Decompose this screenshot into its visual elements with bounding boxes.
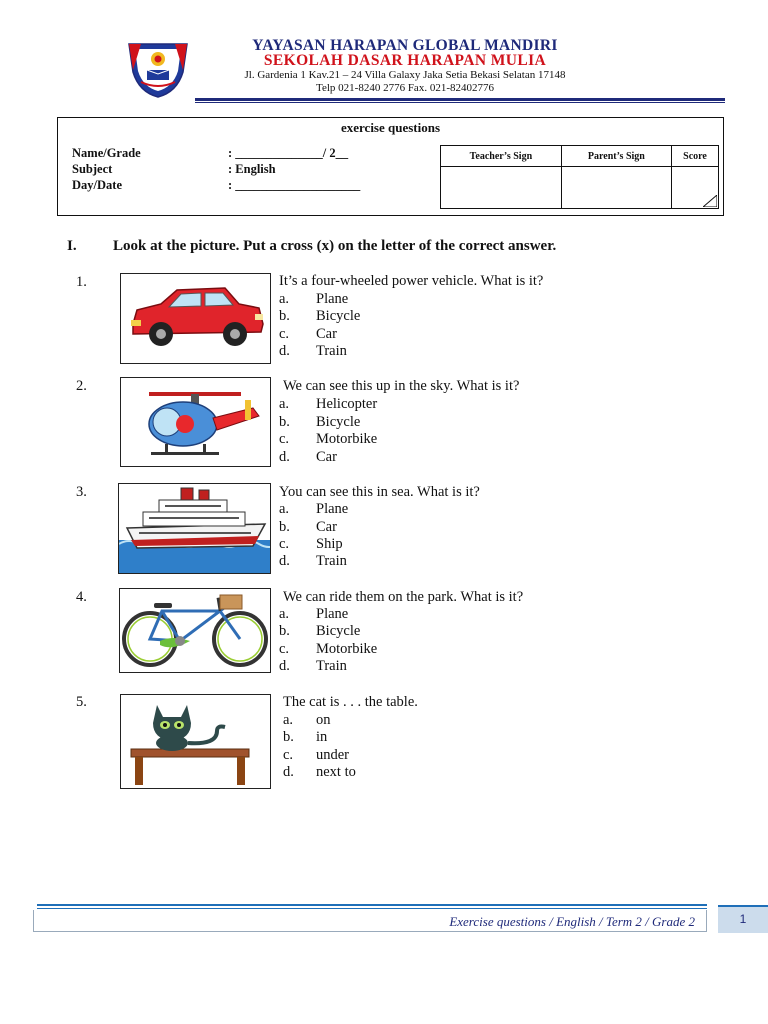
- subject-value: : English: [228, 162, 276, 176]
- helicopter-image: [120, 377, 271, 467]
- option-text: Helicopter: [316, 396, 378, 412]
- option-text: next to: [316, 764, 356, 780]
- question-number: 1.: [76, 274, 87, 290]
- option-letter[interactable]: b.: [279, 308, 290, 324]
- header-divider-thin: [195, 102, 725, 103]
- option-letter[interactable]: b.: [279, 414, 290, 430]
- name-grade-label: Name/Grade: [72, 146, 141, 160]
- day-date-field[interactable]: : ____________________: [228, 178, 361, 192]
- option-text: Car: [316, 519, 337, 535]
- car-image: [120, 273, 271, 364]
- option-letter[interactable]: d.: [279, 343, 290, 359]
- ship-image: [118, 483, 271, 574]
- foundation-name: YAYASAN HARAPAN GLOBAL MANDIRI: [252, 37, 558, 54]
- option-text: Car: [316, 449, 337, 465]
- question-text: It’s a four-wheeled power vehicle. What is it?: [279, 273, 544, 289]
- section-number: I.: [67, 238, 77, 254]
- school-address: Jl. Gardenia 1 Kav.21 – 24 Villa Galaxy Jaka Setia Bekasi Selatan 17148: [244, 69, 566, 81]
- option-letter[interactable]: b.: [279, 519, 290, 535]
- school-logo: [127, 40, 189, 98]
- option-letter[interactable]: d.: [279, 658, 290, 674]
- day-date-label: Day/Date: [72, 178, 122, 192]
- option-text: Train: [316, 553, 347, 569]
- option-letter[interactable]: c.: [279, 641, 290, 657]
- question-text: The cat is . . . the table.: [283, 694, 418, 710]
- option-letter[interactable]: c.: [279, 326, 290, 342]
- option-letter[interactable]: d.: [279, 449, 290, 465]
- page-number: 1: [718, 905, 768, 933]
- option-text: Plane: [316, 291, 349, 307]
- page-curl-icon: [703, 195, 717, 207]
- parent-sign-cell[interactable]: [561, 167, 671, 209]
- option-text: Bicycle: [316, 308, 361, 324]
- option-text: in: [316, 729, 328, 745]
- cat-on-table-image: [120, 694, 271, 789]
- bicycle-image: [119, 588, 271, 673]
- school-phone: Telp 021-8240 2776 Fax. 021-82402776: [316, 82, 494, 94]
- question-number: 5.: [76, 694, 87, 710]
- exercise-title: exercise questions: [340, 120, 441, 135]
- option-letter[interactable]: c.: [279, 536, 290, 552]
- footer-text: Exercise questions / English / Term 2 / Grade 2: [449, 914, 695, 929]
- option-text: Car: [316, 326, 337, 342]
- score-cell[interactable]: [672, 167, 719, 209]
- option-text: Motorbike: [316, 431, 378, 447]
- option-letter[interactable]: a.: [279, 606, 290, 622]
- school-name: SEKOLAH DASAR HARAPAN MULIA: [263, 52, 547, 69]
- parent-sign-header: Parent’s Sign: [561, 146, 671, 167]
- option-letter[interactable]: b.: [283, 729, 294, 745]
- question-number: 4.: [76, 589, 87, 605]
- question-text: We can ride them on the park. What is it?: [283, 589, 524, 605]
- footer-divider: [37, 904, 707, 906]
- name-grade-field[interactable]: : ______________/ 2__: [228, 146, 349, 160]
- question-number: 2.: [76, 378, 87, 394]
- question-number: 3.: [76, 484, 87, 500]
- section-instruction: Look at the picture. Put a cross (x) on the letter of the correct answer.: [113, 238, 557, 254]
- option-text: Train: [316, 343, 347, 359]
- option-letter[interactable]: a.: [279, 291, 290, 307]
- option-letter[interactable]: a.: [283, 712, 294, 728]
- score-header: Score: [672, 146, 719, 167]
- subject-label: Subject: [72, 162, 113, 176]
- option-text: on: [316, 712, 331, 728]
- option-letter[interactable]: d.: [283, 764, 294, 780]
- option-text: Motorbike: [316, 641, 378, 657]
- sign-table: [440, 145, 719, 209]
- option-text: under: [316, 747, 350, 763]
- option-text: Bicycle: [316, 623, 361, 639]
- option-letter[interactable]: b.: [279, 623, 290, 639]
- header-divider: [195, 98, 725, 101]
- question-text: You can see this in sea. What is it?: [279, 484, 480, 500]
- option-letter[interactable]: a.: [279, 501, 290, 517]
- option-letter[interactable]: d.: [279, 553, 290, 569]
- teacher-sign-header: Teacher’s Sign: [441, 146, 562, 167]
- option-text: Train: [316, 658, 347, 674]
- option-text: Plane: [316, 501, 349, 517]
- option-letter[interactable]: a.: [279, 396, 290, 412]
- option-text: Bicycle: [316, 414, 361, 430]
- option-letter[interactable]: c.: [279, 431, 290, 447]
- question-text: We can see this up in the sky. What is it?: [283, 378, 520, 394]
- footer-divider-thin: [37, 908, 707, 909]
- teacher-sign-cell[interactable]: [441, 167, 562, 209]
- option-text: Ship: [316, 536, 343, 552]
- option-text: Plane: [316, 606, 349, 622]
- option-letter[interactable]: c.: [283, 747, 294, 763]
